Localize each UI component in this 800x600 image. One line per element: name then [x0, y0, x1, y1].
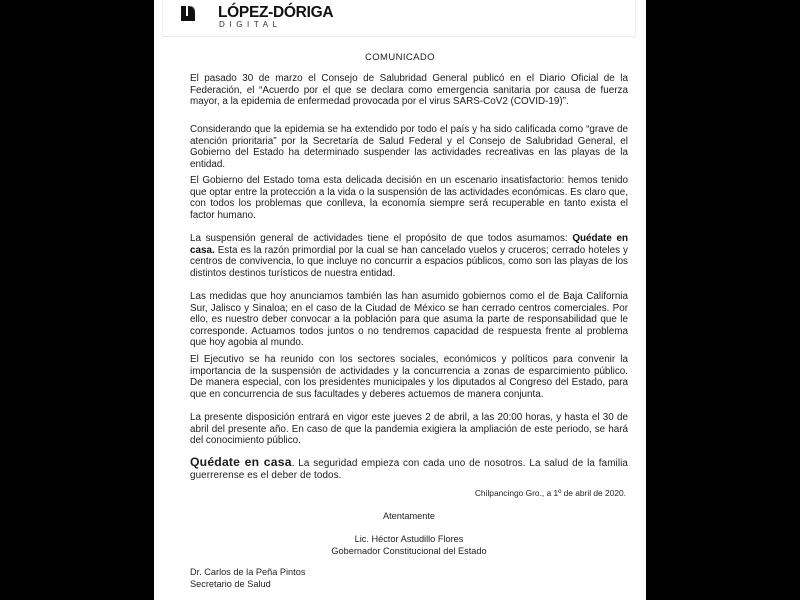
emphasis-text: Quédate en casa. [190, 233, 629, 256]
paragraph: Considerando que la epidemia se ha extendido por todo el país y ha sido calificada como “grave de atención prioritaria” por la Secretaría de Salud Federal y el Consejo de Salubridad General, el Gobierno del Estado ha determinado suspender las actividades recreativas en las playas de la entidad. [190, 124, 628, 170]
signatory-role: Gobernador Constitucional del Estado [331, 546, 487, 556]
paragraph: El Gobierno del Estado toma esta delicada decisión en un escenario insatisfactorio: hemos tenido que optar entre la protección a la vida o la suspensión de las actividades económicas. Es claro que, con todos los problemas que conlleva, la economía siempre será recuperable en tanto exista el factor humano. [190, 175, 628, 221]
emphasis-text: Quédate en casa [190, 455, 292, 469]
paragraph: Las medidas que hoy anunciamos también las han asumido gobiernos como el de Baja California Sur, Jalisco y Sinaloa; en el caso de la Ciudad de México se han cerrado centros comerciales. Por ello, es nuestro deber convocar a la población para que asuma la parte de responsabilidad que le corresponde. Actuamos todos juntos o no tendremos capacidad de respuesta frente al problema que hoy agobia al mundo. [190, 291, 628, 349]
brand-subtitle: DIGITAL [219, 20, 282, 29]
brand-name: LÓPEZ-DÓRIGA [218, 4, 334, 21]
document-title: COMUNICADO [365, 52, 435, 63]
closing-paragraph [190, 457, 628, 481]
paragraph [190, 233, 628, 279]
paragraph-text: Esta es la razón primordial por la cual se han cancelado vuelos y cruceros; cerrado hoteles y centros de convivencia, lo que incluye no concurrir a espacios públicos, como son las playas de los distintos destinos turísticos de nuestra entidad. [190, 244, 628, 279]
signatory-name: Lic. Héctor Astudillo Flores [354, 534, 464, 544]
document-page [154, 0, 646, 600]
paragraph-text: La suspensión general de actividades tiene el propósito de que todos asumamos: [190, 233, 573, 244]
site-header [162, 0, 636, 37]
paragraph: El Ejecutivo se ha reunido con los sectores sociales, económicos y políticos para convenir la importancia de la suspensión de actividades y la concurrencia a zonas de esparcimiento público. De manera especial, con los presidentes municipales y los diputados al Congreso del Estado, para que en concurrencia de sus facultades y deberes actuemos de manera conjunta. [190, 354, 628, 400]
signatory-role: Secretario de Salud [190, 579, 271, 589]
paragraph: El pasado 30 de marzo el Consejo de Salubridad General publicó en el Diario Oficial de la Federación, el “Acuerdo por el que se declara como emergencia sanitaria por causa de fuerza mayor, a la epidemia de enfermedad provocada por el virus SARS-CoV2 (COVID-19)”. [190, 73, 628, 108]
lopez-doriga-logo-icon [181, 6, 195, 21]
place-date: Chilpancingo Gro., a 1º de abril de 2020. [474, 488, 626, 498]
signatory-name: Dr. Carlos de la Peña Pintos [190, 567, 306, 577]
paragraph-text: . La seguridad empieza con cada uno de nosotros. La salud de la familia guerrerense es el deber de todos. [190, 458, 628, 481]
closing-salutation: Atentamente [382, 511, 436, 521]
paragraph: La presente disposición entrará en vigor este jueves 2 de abril, a las 20:00 horas, y hasta el 30 de abril del presente año. En caso de que la pandemia exigiera la ampliación de este periodo, se hará del conocimiento público. [190, 412, 628, 447]
